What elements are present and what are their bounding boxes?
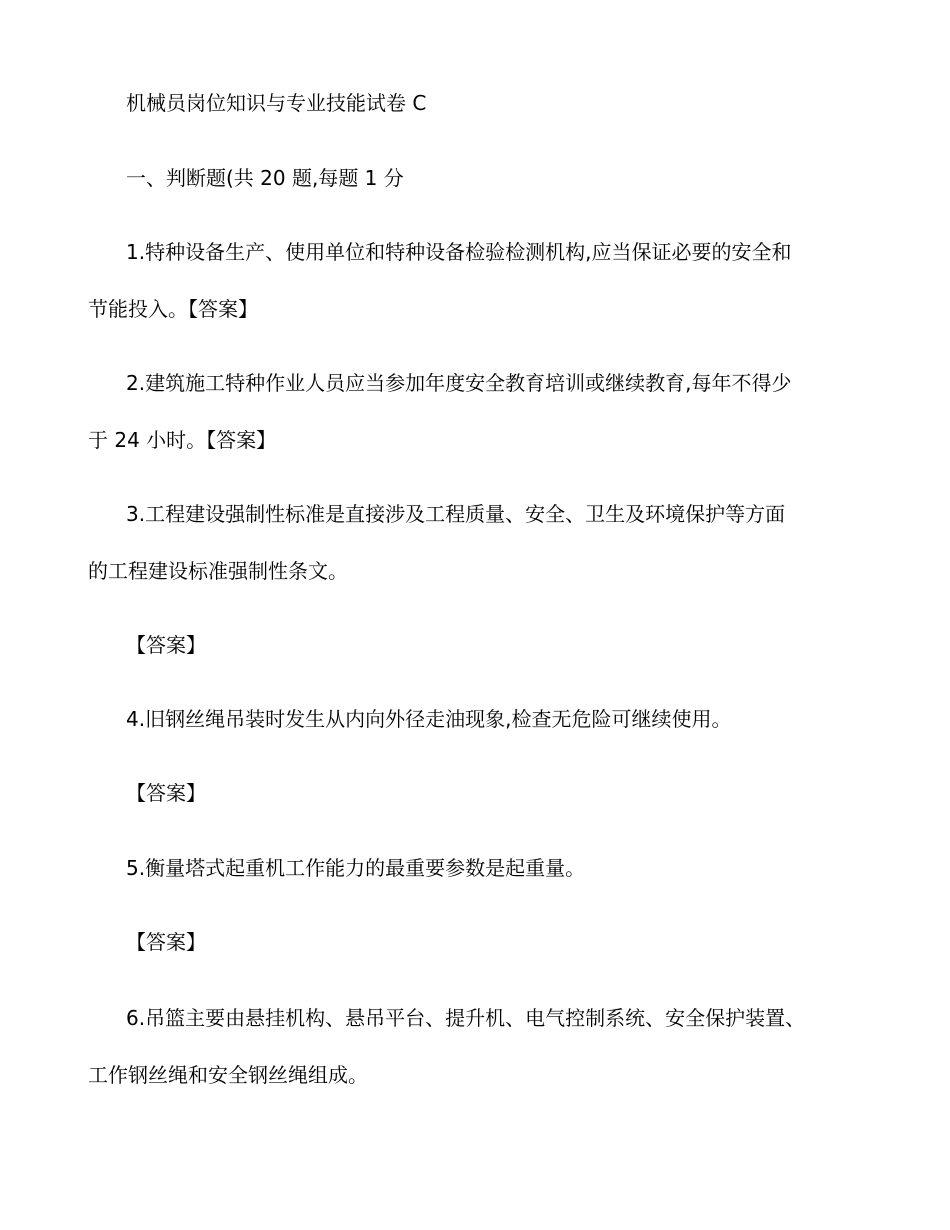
page-title: 机械员岗位知识与专业技能试卷 C bbox=[126, 91, 427, 115]
question-5-line-1: 5.衡量塔式起重机工作能力的最重要参数是起重量。 bbox=[126, 856, 586, 880]
question-6-line-2: 工作钢丝绳和安全钢丝绳组成。 bbox=[88, 1063, 368, 1087]
question-3-line-2: 的工程建设标准强制性条文。 bbox=[88, 559, 348, 583]
question-2-line-1: 2.建筑施工特种作业人员应当参加年度安全教育培训或继续教育,每年不得少 bbox=[126, 371, 792, 395]
question-4-line-1: 4.旧钢丝绳吊装时发生从内向外径走油现象,检查无危险可继续使用。 bbox=[126, 707, 732, 731]
question-5-answer: 【答案】 bbox=[126, 930, 206, 954]
question-2-line-2: 于 24 小时。【答案】 bbox=[88, 428, 277, 452]
question-6-line-1: 6.吊篮主要由悬挂机构、悬吊平台、提升机、电气控制系统、安全保护装置、 bbox=[126, 1006, 806, 1030]
section-heading: 一、判断题(共 20 题,每题 1 分 bbox=[126, 166, 404, 190]
question-4-answer: 【答案】 bbox=[126, 781, 206, 805]
question-3-line-1: 3.工程建设强制性标准是直接涉及工程质量、安全、卫生及环境保护等方面 bbox=[126, 502, 786, 526]
question-1-line-1: 1.特种设备生产、使用单位和特种设备检验检测机构,应当保证必要的安全和 bbox=[126, 240, 792, 264]
question-3-answer: 【答案】 bbox=[126, 633, 206, 657]
question-1-line-2: 节能投入。【答案】 bbox=[88, 297, 258, 321]
